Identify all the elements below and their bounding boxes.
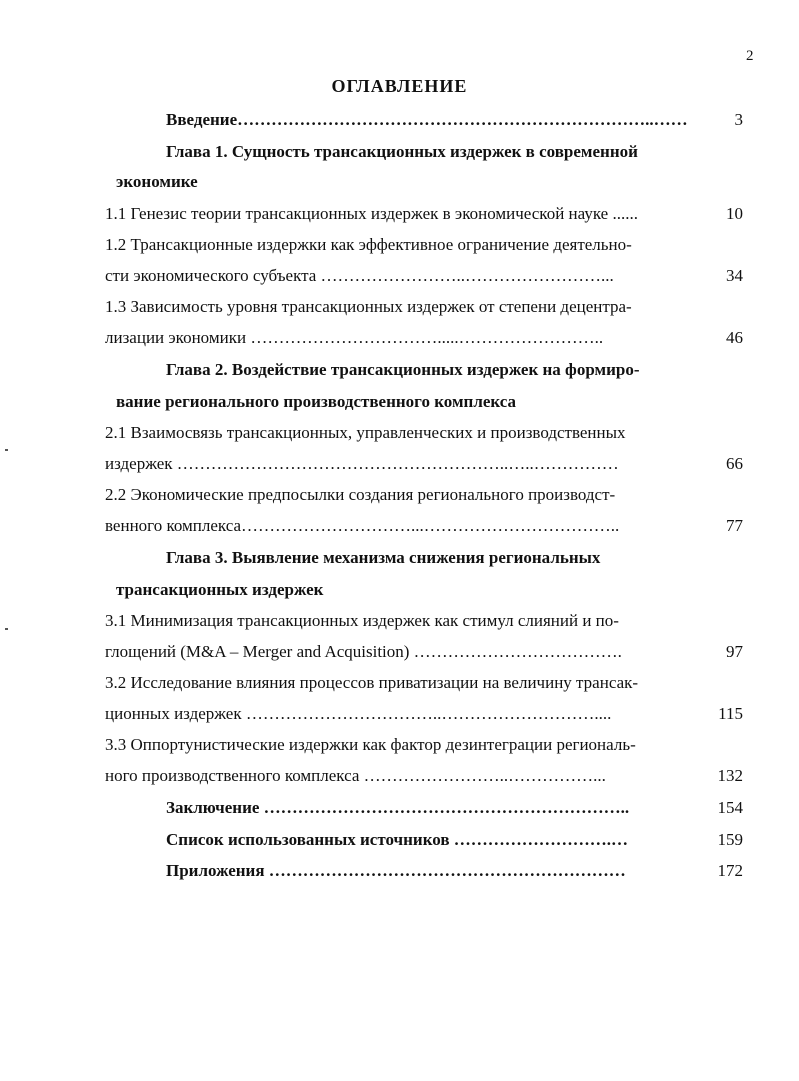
toc-chapter-3	[0, 544, 799, 572]
toc-entry-text: 1.1 Генезис теории трансакционных издержек в экономической науке ......	[105, 204, 638, 223]
toc-entry-text: лизации экономики …………………………….....……………………..	[105, 328, 604, 347]
toc-entry-text: Заключение ………………………………………………………..	[166, 798, 630, 817]
toc-entry-page: 10	[726, 204, 743, 223]
toc-entry-text: Приложения ………………………………………………………	[166, 861, 626, 880]
toc-entry-text: вание регионального производственного комплекса	[116, 392, 517, 411]
toc-entry-text: сти экономического субъекта ……………………..……………………...	[105, 266, 614, 285]
toc-entry-3-3	[0, 731, 799, 759]
toc-chapter-3-cont	[0, 576, 799, 604]
toc-entry-page: 159	[717, 830, 743, 849]
toc-entry-page: 46	[726, 328, 743, 347]
toc-entry-text: глощений (M&A – Merger and Acquisition) ……………………………….	[105, 642, 622, 661]
toc-entry-page: 154	[717, 798, 743, 817]
toc-entry-3-1	[0, 607, 799, 635]
toc-entry-sources	[0, 826, 799, 854]
toc-entry-text: экономике	[116, 172, 198, 191]
toc-chapter-2	[0, 356, 799, 384]
toc-entry-page: 66	[726, 454, 743, 473]
toc-entry-3-1-cont	[0, 638, 799, 666]
toc-entry-text: Глава 2. Воздействие трансакционных издержек на формиро-	[166, 360, 640, 379]
toc-entry-text: 2.1 Взаимосвязь трансакционных, управленческих и производственных	[105, 423, 626, 442]
toc-title: ОГЛАВЛЕНИЕ	[331, 76, 468, 96]
toc-chapter-1-cont	[0, 168, 799, 196]
toc-entry-text: ного производственного комплекса ……………………..……………...	[105, 766, 606, 785]
toc-entry-1-2	[0, 231, 799, 259]
toc-entry-appendix	[0, 857, 799, 885]
toc-entry-conclusion	[0, 794, 799, 822]
toc-entry-2-1-cont	[0, 450, 799, 478]
toc-entry-text: 2.2 Экономические предпосылки создания регионального производст-	[105, 485, 616, 504]
toc-entry-2-2-cont	[0, 512, 799, 540]
toc-entry-text: 3.1 Минимизация трансакционных издержек как стимул слияний и по-	[105, 611, 619, 630]
toc-entry-page: 34	[726, 266, 743, 285]
toc-entry-1-3	[0, 293, 799, 321]
toc-entry-text: Введение………………………………………………………………..……	[166, 110, 688, 129]
toc-entry-text: 3.2 Исследование влияния процессов приватизации на величину трансак-	[105, 673, 639, 692]
toc-entry-page: 132	[717, 766, 743, 785]
toc-entry-1-1	[0, 200, 799, 228]
toc-entry-text: венного комплекса…………………………...……………………………..	[105, 516, 620, 535]
toc-entry-3-2-cont	[0, 700, 799, 728]
toc-entry-page: 3	[734, 110, 743, 129]
toc-entry-text: 3.3 Оппортунистические издержки как фактор дезинтеграции региональ-	[105, 735, 636, 754]
toc-entry-text: 1.3 Зависимость уровня трансакционных издержек от степени децентра-	[105, 297, 632, 316]
toc-chapter-2-cont	[0, 388, 799, 416]
toc-entry-text: Глава 3. Выявление механизма снижения региональных	[166, 548, 601, 567]
toc-entry-text: 1.2 Трансакционные издержки как эффективное ограничение деятельно-	[105, 235, 632, 254]
toc-entry-1-3-cont	[0, 324, 799, 352]
toc-entry-text: трансакционных издержек	[116, 580, 324, 599]
toc-entry-page: 172	[717, 861, 743, 880]
toc-entry-text: Список использованных источников ……………………….…	[166, 830, 629, 849]
toc-entry-3-3-cont	[0, 762, 799, 790]
toc-entry-3-2	[0, 669, 799, 697]
toc-entry-text: издержек …………………………………………………..…..……………	[105, 454, 619, 473]
toc-entry-text: ционных издержек ……………………………..………………………....	[105, 704, 612, 723]
toc-entry-page: 115	[718, 704, 743, 723]
toc-entry-2-2	[0, 481, 799, 509]
toc-entry-1-2-cont	[0, 262, 799, 290]
toc-entry-2-1	[0, 419, 799, 447]
toc-entry-intro	[0, 106, 799, 134]
toc-chapter-1	[0, 138, 799, 166]
toc-entry-page: 97	[726, 642, 743, 661]
toc-entry-text: Глава 1. Сущность трансакционных издержек в современной	[166, 142, 638, 161]
page-number: 2	[746, 48, 754, 64]
toc-entry-page: 77	[726, 516, 743, 535]
